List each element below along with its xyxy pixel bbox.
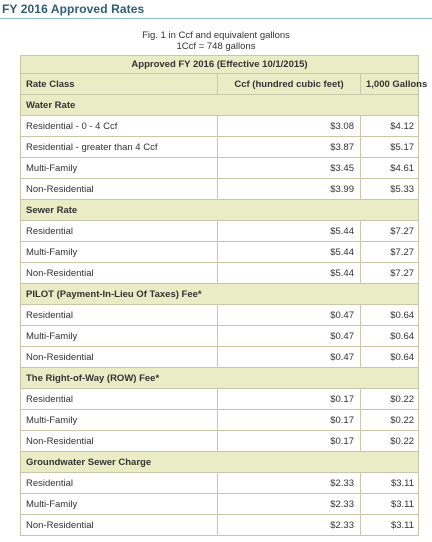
ccf-rate-cell: $5.44 (218, 242, 361, 263)
table-row (21, 347, 419, 368)
rate-class-cell: Multi-Family (21, 410, 218, 431)
gallon-rate-cell: $0.22 (361, 410, 419, 431)
rate-class-cell: Residential (21, 305, 218, 326)
rate-class-cell: Multi-Family (21, 158, 218, 179)
section-row (21, 452, 419, 473)
table-row (21, 431, 419, 452)
gallon-rate-cell: $5.33 (361, 179, 419, 200)
rate-class-cell: Multi-Family (21, 326, 218, 347)
gallon-rate-cell: $5.17 (361, 137, 419, 158)
section-title: Groundwater Sewer Charge (21, 452, 419, 473)
gallon-rate-cell: $0.64 (361, 326, 419, 347)
table-row (21, 158, 419, 179)
gallon-rate-cell: $0.22 (361, 431, 419, 452)
ccf-rate-cell: $0.47 (218, 347, 361, 368)
header-rate-class: Rate Class (21, 74, 218, 95)
rate-class-cell: Residential - greater than 4 Ccf (21, 137, 218, 158)
section-title: The Right-of-Way (ROW) Fee* (21, 368, 419, 389)
table-row (21, 221, 419, 242)
rates-table (20, 55, 428, 536)
gallon-rate-cell: $3.11 (361, 494, 419, 515)
table-row (21, 263, 419, 284)
section-title: Water Rate (21, 95, 419, 116)
section-row (21, 368, 419, 389)
rate-class-cell: Non-Residential (21, 263, 218, 284)
table-caption: Approved FY 2016 (Effective 10/1/2015) (21, 56, 419, 74)
rate-class-cell: Non-Residential (21, 431, 218, 452)
table-header-row (21, 74, 419, 95)
rate-class-cell: Non-Residential (21, 347, 218, 368)
gallon-rate-cell: $7.27 (361, 242, 419, 263)
table-row (21, 410, 419, 431)
gallon-rate-cell: $7.27 (361, 263, 419, 284)
table-row (21, 179, 419, 200)
figure-caption: Fig. 1 in Ccf and equivalent gallons (142, 30, 290, 41)
gallon-rate-cell: $3.11 (361, 473, 419, 494)
ccf-rate-cell: $3.08 (218, 116, 361, 137)
ccf-rate-cell: $3.45 (218, 158, 361, 179)
ccf-rate-cell: $2.33 (218, 515, 361, 536)
ccf-rate-cell: $5.44 (218, 221, 361, 242)
ccf-rate-cell: $0.47 (218, 326, 361, 347)
rate-class-cell: Multi-Family (21, 494, 218, 515)
rate-class-cell: Non-Residential (21, 179, 218, 200)
ccf-rate-cell: $3.87 (218, 137, 361, 158)
table-row (21, 515, 419, 536)
gallon-rate-cell: $3.11 (361, 515, 419, 536)
title-divider (0, 18, 432, 19)
table-caption-row (21, 56, 419, 74)
rate-class-cell: Residential - 0 - 4 Ccf (21, 116, 218, 137)
section-row (21, 200, 419, 221)
conversion-note: 1Ccf = 748 gallons (176, 41, 256, 52)
ccf-rate-cell: $0.17 (218, 389, 361, 410)
rate-class-cell: Non-Residential (21, 515, 218, 536)
rate-class-cell: Residential (21, 389, 218, 410)
section-row (21, 95, 419, 116)
table-row (21, 326, 419, 347)
ccf-rate-cell: $5.44 (218, 263, 361, 284)
gallon-rate-cell: $7.27 (361, 221, 419, 242)
table-row (21, 494, 419, 515)
ccf-rate-cell: $0.47 (218, 305, 361, 326)
rate-class-cell: Residential (21, 221, 218, 242)
table-row (21, 137, 419, 158)
gallon-rate-cell: $4.12 (361, 116, 419, 137)
ccf-rate-cell: $0.17 (218, 431, 361, 452)
section-title: PILOT (Payment-In-Lieu Of Taxes) Fee* (21, 284, 419, 305)
page-title: FY 2016 Approved Rates (2, 2, 145, 16)
gallon-rate-cell: $0.64 (361, 305, 419, 326)
ccf-rate-cell: $0.17 (218, 410, 361, 431)
table-row (21, 305, 419, 326)
table-row (21, 242, 419, 263)
gallon-rate-cell: $4.61 (361, 158, 419, 179)
gallon-rate-cell: $0.22 (361, 389, 419, 410)
rate-class-cell: Residential (21, 473, 218, 494)
rate-class-cell: Multi-Family (21, 242, 218, 263)
ccf-rate-cell: $3.99 (218, 179, 361, 200)
header-ccf: Ccf (hundred cubic feet) (218, 74, 361, 95)
ccf-rate-cell: $2.33 (218, 473, 361, 494)
section-title: Sewer Rate (21, 200, 419, 221)
section-row (21, 284, 419, 305)
header-gallons: 1,000 Gallons (361, 74, 419, 95)
ccf-rate-cell: $2.33 (218, 494, 361, 515)
table-row (21, 473, 419, 494)
table-row (21, 389, 419, 410)
table-row (21, 116, 419, 137)
gallon-rate-cell: $0.64 (361, 347, 419, 368)
